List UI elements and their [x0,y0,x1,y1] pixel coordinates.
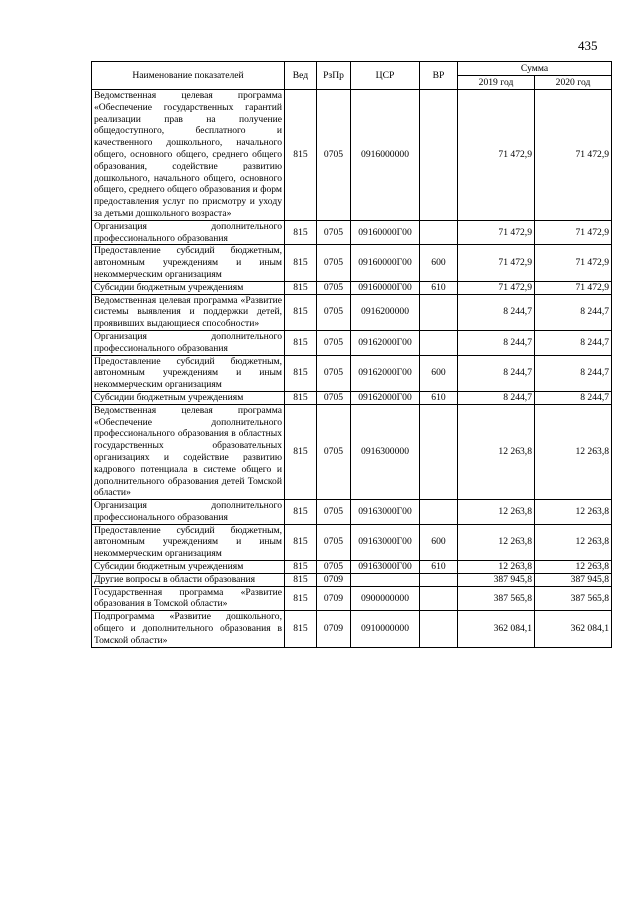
row-sum-2019: 8 244,7 [458,355,535,391]
row-sum-2020: 71 472,9 [535,281,612,294]
row-csr: 09163000Г00 [351,524,420,560]
row-vr [420,500,458,525]
row-vr [420,611,458,647]
row-sum-2020: 12 263,8 [535,404,612,499]
row-ved: 815 [285,404,317,499]
row-sum-2019: 387 945,8 [458,573,535,586]
row-sum-2019: 8 244,7 [458,294,535,330]
row-sum-2020: 387 565,8 [535,586,612,611]
row-name: Организация дополнительного профессионального образования [92,220,285,245]
row-rzpr: 0705 [317,355,351,391]
row-name: Предоставление субсидий бюджетным, автономным учреждениям и иным некоммерческим организациям [92,245,285,281]
row-sum-2020: 71 472,9 [535,245,612,281]
row-name: Организация дополнительного профессионального образования [92,500,285,525]
row-sum-2019: 71 472,9 [458,245,535,281]
table-row [92,220,612,245]
row-vr [420,404,458,499]
row-name: Подпрограмма «Развитие дошкольного, общего и дополнительного образования в Томской области» [92,611,285,647]
row-csr: 0916000000 [351,90,420,221]
row-name: Ведомственная целевая программа «Обеспечение государственных гарантий реализации прав на получение общедоступного, бесплатного и качественного дошкольного, начального общего, основного общего, среднего общего образования, содействие развитию дошкольного, начального общего, основного общего, среднего общего образования и форм предоставления услуг по присмотру и уходу за детьми дошкольного возраста» [92,90,285,221]
row-vr [420,90,458,221]
table-row [92,330,612,355]
row-ved: 815 [285,561,317,574]
row-vr: 600 [420,355,458,391]
row-csr: 09160000Г00 [351,281,420,294]
row-rzpr: 0705 [317,90,351,221]
row-rzpr: 0705 [317,220,351,245]
row-sum-2020: 71 472,9 [535,220,612,245]
row-csr: 09162000Г00 [351,391,420,404]
row-ved: 815 [285,524,317,560]
row-sum-2020: 12 263,8 [535,524,612,560]
row-csr: 0916300000 [351,404,420,499]
row-csr [351,573,420,586]
row-name: Предоставление субсидий бюджетным, автономным учреждениям и иным некоммерческим организациям [92,355,285,391]
row-csr: 09163000Г00 [351,561,420,574]
row-vr [420,330,458,355]
row-rzpr: 0705 [317,294,351,330]
row-csr: 09160000Г00 [351,245,420,281]
row-csr: 09162000Г00 [351,330,420,355]
row-name: Субсидии бюджетным учреждениям [92,561,285,574]
row-ved: 815 [285,245,317,281]
table-row [92,524,612,560]
row-ved: 815 [285,586,317,611]
table-row [92,90,612,221]
row-sum-2019: 12 263,8 [458,561,535,574]
row-ved: 815 [285,573,317,586]
row-sum-2019: 12 263,8 [458,500,535,525]
row-name: Государственная программа «Развитие образования в Томской области» [92,586,285,611]
row-rzpr: 0705 [317,245,351,281]
table-header [92,62,612,90]
row-name: Ведомственная целевая программа «Обеспечение дополнительного профессионального образования в областных государственных образовательных организациях и содействие развитию кадрового потенциала в системе общего и дополнительного образования детей Томской области» [92,404,285,499]
row-sum-2020: 12 263,8 [535,561,612,574]
row-name: Другие вопросы в области образования [92,573,285,586]
row-vr [420,220,458,245]
row-sum-2020: 71 472,9 [535,90,612,221]
row-vr [420,573,458,586]
row-vr [420,294,458,330]
row-sum-2019: 387 565,8 [458,586,535,611]
row-csr: 09162000Г00 [351,355,420,391]
row-rzpr: 0705 [317,561,351,574]
table-row [92,500,612,525]
table-row [92,281,612,294]
row-csr: 0900000000 [351,586,420,611]
row-sum-2019: 8 244,7 [458,391,535,404]
row-name: Субсидии бюджетным учреждениям [92,391,285,404]
row-name: Предоставление субсидий бюджетным, автономным учреждениям и иным некоммерческим организациям [92,524,285,560]
header-ved: Вед [285,62,317,90]
header-rzpr: РзПр [317,62,351,90]
row-name: Субсидии бюджетным учреждениям [92,281,285,294]
row-vr: 610 [420,561,458,574]
table-body [92,90,612,648]
row-rzpr: 0705 [317,281,351,294]
header-sum: Сумма [458,62,612,76]
row-name: Ведомственная целевая программа «Развитие системы выявления и поддержки детей, проявивших выдающиеся способности» [92,294,285,330]
row-sum-2020: 387 945,8 [535,573,612,586]
row-rzpr: 0705 [317,500,351,525]
row-csr: 0916200000 [351,294,420,330]
row-sum-2019: 8 244,7 [458,330,535,355]
row-vr: 600 [420,524,458,560]
row-ved: 815 [285,90,317,221]
table-row [92,561,612,574]
table-row [92,294,612,330]
row-vr: 600 [420,245,458,281]
row-sum-2020: 362 084,1 [535,611,612,647]
table-row [92,355,612,391]
row-csr: 0910000000 [351,611,420,647]
row-rzpr: 0709 [317,573,351,586]
row-rzpr: 0709 [317,586,351,611]
row-sum-2019: 71 472,9 [458,281,535,294]
row-ved: 815 [285,355,317,391]
row-ved: 815 [285,500,317,525]
row-rzpr: 0705 [317,330,351,355]
row-sum-2019: 12 263,8 [458,524,535,560]
header-csr: ЦСР [351,62,420,90]
budget-table [91,61,612,648]
page-number: 435 [578,38,598,53]
row-ved: 815 [285,391,317,404]
row-ved: 815 [285,281,317,294]
row-name: Организация дополнительного профессионального образования [92,330,285,355]
row-csr: 09160000Г00 [351,220,420,245]
header-2019: 2019 год [458,76,535,90]
table-row [92,586,612,611]
row-ved: 815 [285,611,317,647]
row-csr: 09163000Г00 [351,500,420,525]
header-2020: 2020 год [535,76,612,90]
table-row [92,611,612,647]
row-rzpr: 0705 [317,524,351,560]
row-sum-2020: 8 244,7 [535,330,612,355]
table-row [92,391,612,404]
header-vr: ВР [420,62,458,90]
row-ved: 815 [285,294,317,330]
table-row [92,573,612,586]
row-ved: 815 [285,220,317,245]
header-name: Наименование показателей [92,62,285,90]
row-rzpr: 0705 [317,391,351,404]
row-vr: 610 [420,281,458,294]
table-row [92,245,612,281]
row-sum-2019: 362 084,1 [458,611,535,647]
row-vr: 610 [420,391,458,404]
row-sum-2020: 8 244,7 [535,391,612,404]
row-sum-2019: 71 472,9 [458,220,535,245]
row-sum-2020: 8 244,7 [535,355,612,391]
table-row [92,404,612,499]
row-sum-2020: 8 244,7 [535,294,612,330]
row-vr [420,586,458,611]
row-rzpr: 0705 [317,404,351,499]
row-sum-2019: 71 472,9 [458,90,535,221]
row-rzpr: 0709 [317,611,351,647]
row-sum-2019: 12 263,8 [458,404,535,499]
row-sum-2020: 12 263,8 [535,500,612,525]
row-ved: 815 [285,330,317,355]
